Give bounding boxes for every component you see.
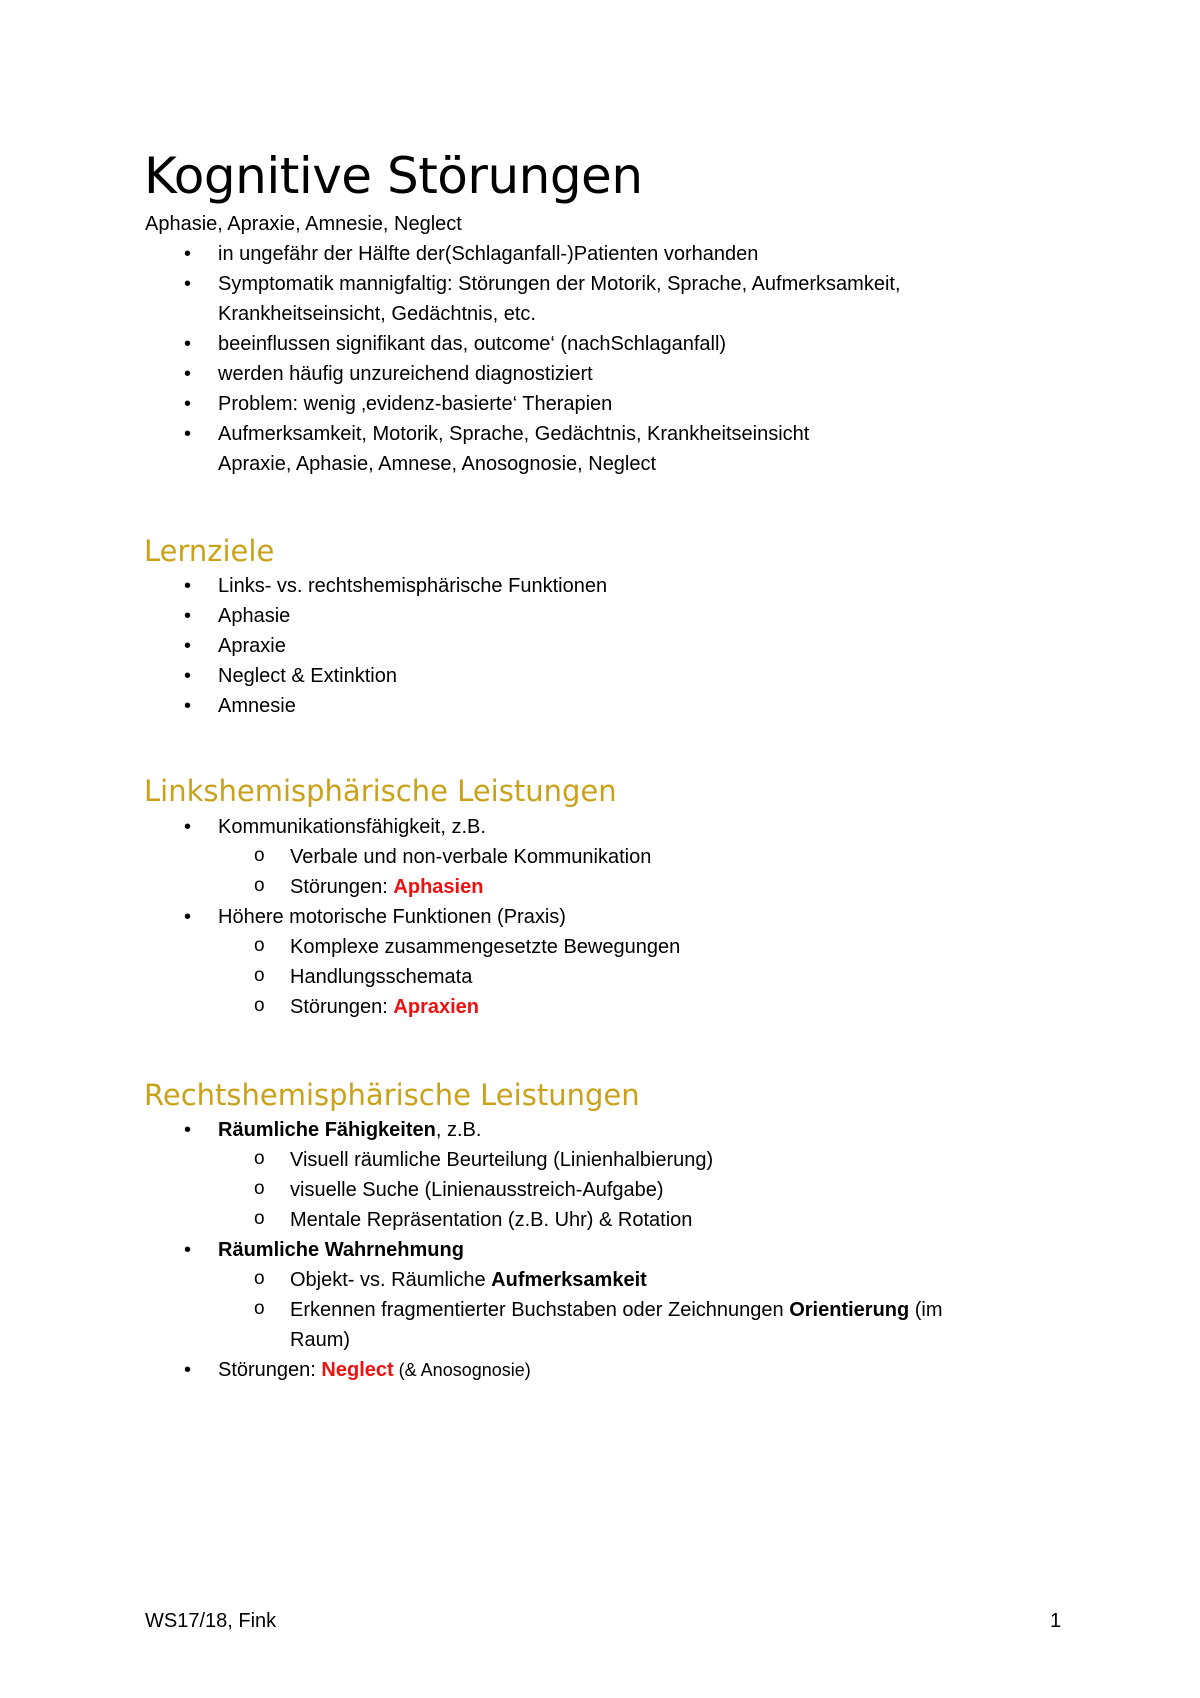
list-item: • Räumliche Fähigkeiten, z.B. o Visuell räumliche Beurteilung (Linienhalbierung) o visuelle Suche (Linienausstreich-Aufgabe) o Mentale Repräsentation (z.B. Uhr) & Rotation (144, 1115, 943, 1235)
list-item: • Apraxie (144, 631, 607, 661)
list-item: • Kommunikationsfähigkeit, z.B. o Verbale und non-verbale Kommunikation o Störungen: Aphasien (144, 812, 680, 902)
sub-list-item: o Mentale Repräsentation (z.B. Uhr) & Rotation (144, 1205, 943, 1235)
sub-list (218, 932, 680, 1022)
sub-list-item: o Verbale und non-verbale Kommunikation (144, 842, 680, 872)
list-item: • beeinflussen signifikant das, outcome‘ (nachSchlaganfall) (144, 329, 901, 359)
page-title: Kognitive Störungen (144, 147, 643, 205)
sub-list (218, 1265, 943, 1355)
sub-list (218, 842, 680, 902)
list-item: • Links- vs. rechtshemisphärische Funktionen (144, 571, 607, 601)
rechts-list (144, 1115, 943, 1385)
section-heading-lernziele: Lernziele (144, 534, 275, 568)
sub-list-item: o Handlungsschemata (144, 962, 680, 992)
lernziele-list (144, 571, 607, 721)
list-item: • Aphasie (144, 601, 607, 631)
sub-list-item: o Störungen: Aphasien (144, 872, 680, 902)
list-item: • werden häufig unzureichend diagnostiziert (144, 359, 901, 389)
section-heading-rechts: Rechtshemisphärische Leistungen (144, 1078, 640, 1112)
list-item: • Symptomatik mannigfaltig: Störungen der Motorik, Sprache, Aufmerksamkeit, Krankheitseinsicht, Gedächtnis, etc. (144, 269, 901, 329)
list-item: • Störungen: Neglect (& Anosognosie) (144, 1355, 943, 1385)
list-item: • in ungefähr der Hälfte der(Schlaganfall-)Patienten vorhanden (144, 239, 901, 269)
sub-list-item: o visuelle Suche (Linienausstreich-Aufgabe) (144, 1175, 943, 1205)
intro-list (144, 239, 901, 479)
subtitle: Aphasie, Apraxie, Amnesie, Neglect (145, 213, 462, 235)
links-list (144, 812, 680, 1022)
sub-list-item: o Visuell räumliche Beurteilung (Linienhalbierung) (144, 1145, 943, 1175)
footer-text: WS17/18, Fink (145, 1610, 277, 1632)
list-item: • Höhere motorische Funktionen (Praxis) o Komplexe zusammengesetzte Bewegungen o Handlungsschemata o Störungen: Apraxien (144, 902, 680, 1022)
sub-list-item: o Objekt- vs. Räumliche Aufmerksamkeit (144, 1265, 943, 1295)
list-item: • Aufmerksamkeit, Motorik, Sprache, Gedächtnis, Krankheitseinsicht Apraxie, Aphasie, Amnese, Anosognosie, Neglect (144, 419, 901, 479)
sub-list-item: o Komplexe zusammengesetzte Bewegungen (144, 932, 680, 962)
page-number: 1 (1050, 1610, 1062, 1632)
list-item: • Räumliche Wahrnehmung o Objekt- vs. Räumliche Aufmerksamkeit o Erkennen fragmentierter Buchstaben oder Zeichnungen Orientierung (im Raum) (144, 1235, 943, 1355)
list-item: • Neglect & Extinktion (144, 661, 607, 691)
section-heading-links: Linkshemisphärische Leistungen (144, 774, 617, 808)
sub-list (218, 1145, 943, 1235)
list-item: • Problem: wenig ‚evidenz-basierte‘ Therapien (144, 389, 901, 419)
sub-list-item: o Erkennen fragmentierter Buchstaben oder Zeichnungen Orientierung (im Raum) (144, 1295, 943, 1355)
list-item: • Amnesie (144, 691, 607, 721)
sub-list-item: o Störungen: Apraxien (144, 992, 680, 1022)
